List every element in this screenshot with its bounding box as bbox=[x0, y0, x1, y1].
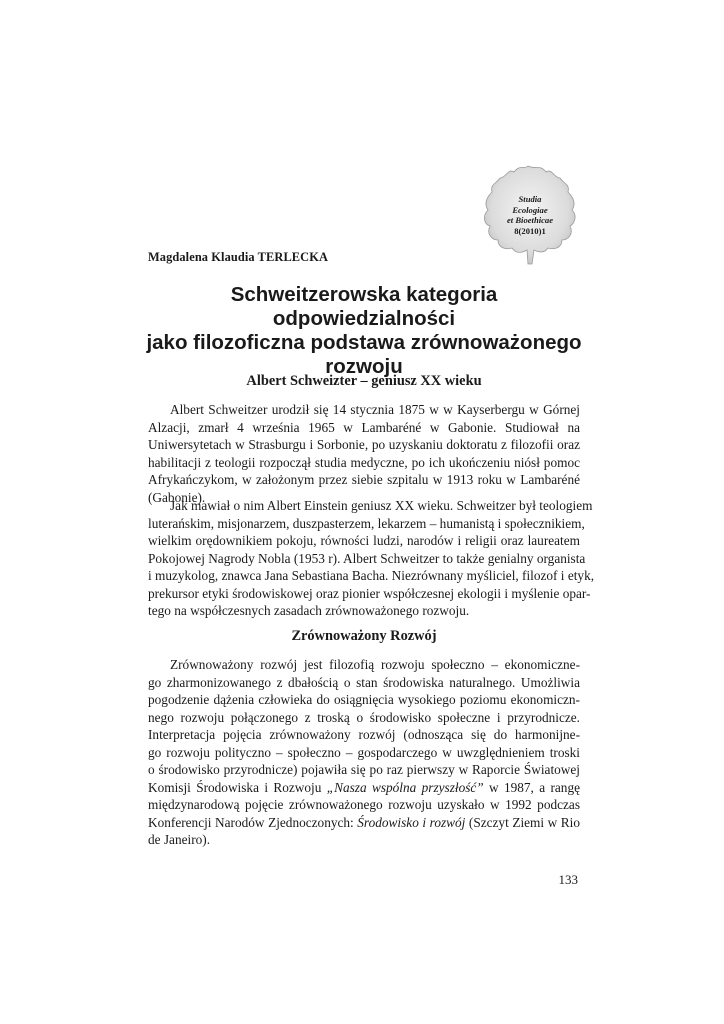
text-line: nego rozwoju połączonego z troską o środowisko społeczne i przyrodnicze. bbox=[148, 709, 580, 725]
text-line: wielkim orędownikiem pokoju, równości ludzi, narodów i religii oraz laureatem bbox=[148, 533, 580, 548]
section-heading-2: Zrównoważony Rozwój bbox=[291, 628, 437, 644]
text-line: pogodzenie dążenia człowieka do osiągnięcia wysokiego poziomu ekonomiczn- bbox=[148, 692, 580, 707]
text-line: i muzykolog, znawca Jana Sebastiana Bacha. Niezrównany myśliciel, filozof i etyk, bbox=[148, 568, 595, 583]
text-line: tego na współczesnych zasadach zrównoważonego rozwoju. bbox=[148, 603, 470, 618]
badge-volume: 8(2010)1 bbox=[514, 225, 546, 236]
journal-badge bbox=[480, 160, 580, 270]
text-line bbox=[148, 779, 580, 797]
conference-title: Środowisko i rozwój bbox=[357, 814, 466, 830]
text-line: międzynarodową pojęcie zrównoważonego rozwoju uzyskało w 1992 podczas bbox=[148, 797, 580, 812]
title-line-2: jako filozoficzna podstawa zrównoważonego bbox=[146, 331, 582, 354]
text-line: habilitacji z teologii rozpoczął studia medyczne, po ich ukończeniu niósł pomoc bbox=[148, 454, 580, 470]
author-name: Magdalena Klaudia TERLECKA bbox=[148, 250, 329, 264]
article-title bbox=[140, 283, 588, 379]
report-title: „Nasza wspólna przyszłość” bbox=[326, 779, 484, 795]
text-run: Komisji Środowiska i Rozwoju bbox=[148, 779, 327, 795]
text-line: Alzacji, zmarł 4 września 1965 w Lambaréné w Gabonie. Studiował na bbox=[148, 419, 580, 435]
text-line bbox=[148, 814, 580, 832]
badge-line-3: et Bioethicae bbox=[506, 215, 554, 226]
paragraph-1 bbox=[148, 401, 580, 506]
text-line: prekursor etyki środowiskowej oraz pionier współczesnej ekologii i myślenie opar- bbox=[148, 585, 591, 601]
page-number: 133 bbox=[558, 872, 578, 887]
title-line-1: Schweitzerowska kategoria odpowiedzialności bbox=[230, 283, 498, 330]
text-line: Zrównoważony rozwój jest filozofią rozwoju społeczno – ekonomiczne- bbox=[170, 657, 580, 672]
text-line: Afrykańczykom, w założonym przez siebie szpitalu w 1913 roku w Lambaréné bbox=[148, 472, 580, 487]
text-line: go zharmonizowanego z dbałością o stan środowiska naturalnego. Umożliwia bbox=[148, 674, 580, 690]
badge-line-2: Ecologiae bbox=[512, 204, 548, 215]
text-line: o środowisko przyrodnicze) pojawiła się po raz pierwszy w Raporcie Światowej bbox=[148, 762, 580, 777]
text-line: (Gabonie). bbox=[148, 489, 206, 505]
text-line: Albert Schweitzer urodził się 14 stycznia 1875 w w Kayserbergu w Górnej bbox=[170, 402, 580, 417]
text-line: Pokojowej Nagrody Nobla (1953 r). Albert Schweitzer to także genialny organista bbox=[148, 550, 586, 566]
badge-line-1: Studia bbox=[518, 194, 542, 204]
text-line: go rozwoju polityczno – społeczno – gospodarczego w uwzględnieniem troski bbox=[148, 744, 580, 760]
text-line: Uniwersytetach w Strasburgu i Sorbonie, po uzyskaniu doktoratu z filozofii oraz bbox=[148, 437, 580, 452]
text-run: (Szczyt Ziemi w Rio bbox=[465, 814, 580, 830]
paragraph-3 bbox=[148, 656, 580, 849]
text-run: w 1987, a rangę bbox=[483, 779, 580, 795]
paragraph-2 bbox=[148, 497, 595, 620]
text-line: Jak mawiał o nim Albert Einstein geniusz XX wieku. Schweitzer był teologiem bbox=[170, 498, 593, 513]
section-heading-1: Albert Schweizter – geniusz XX wieku bbox=[246, 373, 482, 389]
title-line-3: rozwoju bbox=[325, 355, 403, 378]
text-line: de Janeiro). bbox=[148, 832, 211, 847]
text-line: Interpretacja pojęcia zrównoważony rozwój (odnosząca się do harmonijne- bbox=[148, 727, 580, 742]
text-line: luterańskim, misjonarzem, duszpasterzem, lekarzem – humanistą i społecznikiem, bbox=[148, 515, 585, 531]
text-run: Konferencji Narodów Zjednoczonych: bbox=[148, 814, 358, 830]
